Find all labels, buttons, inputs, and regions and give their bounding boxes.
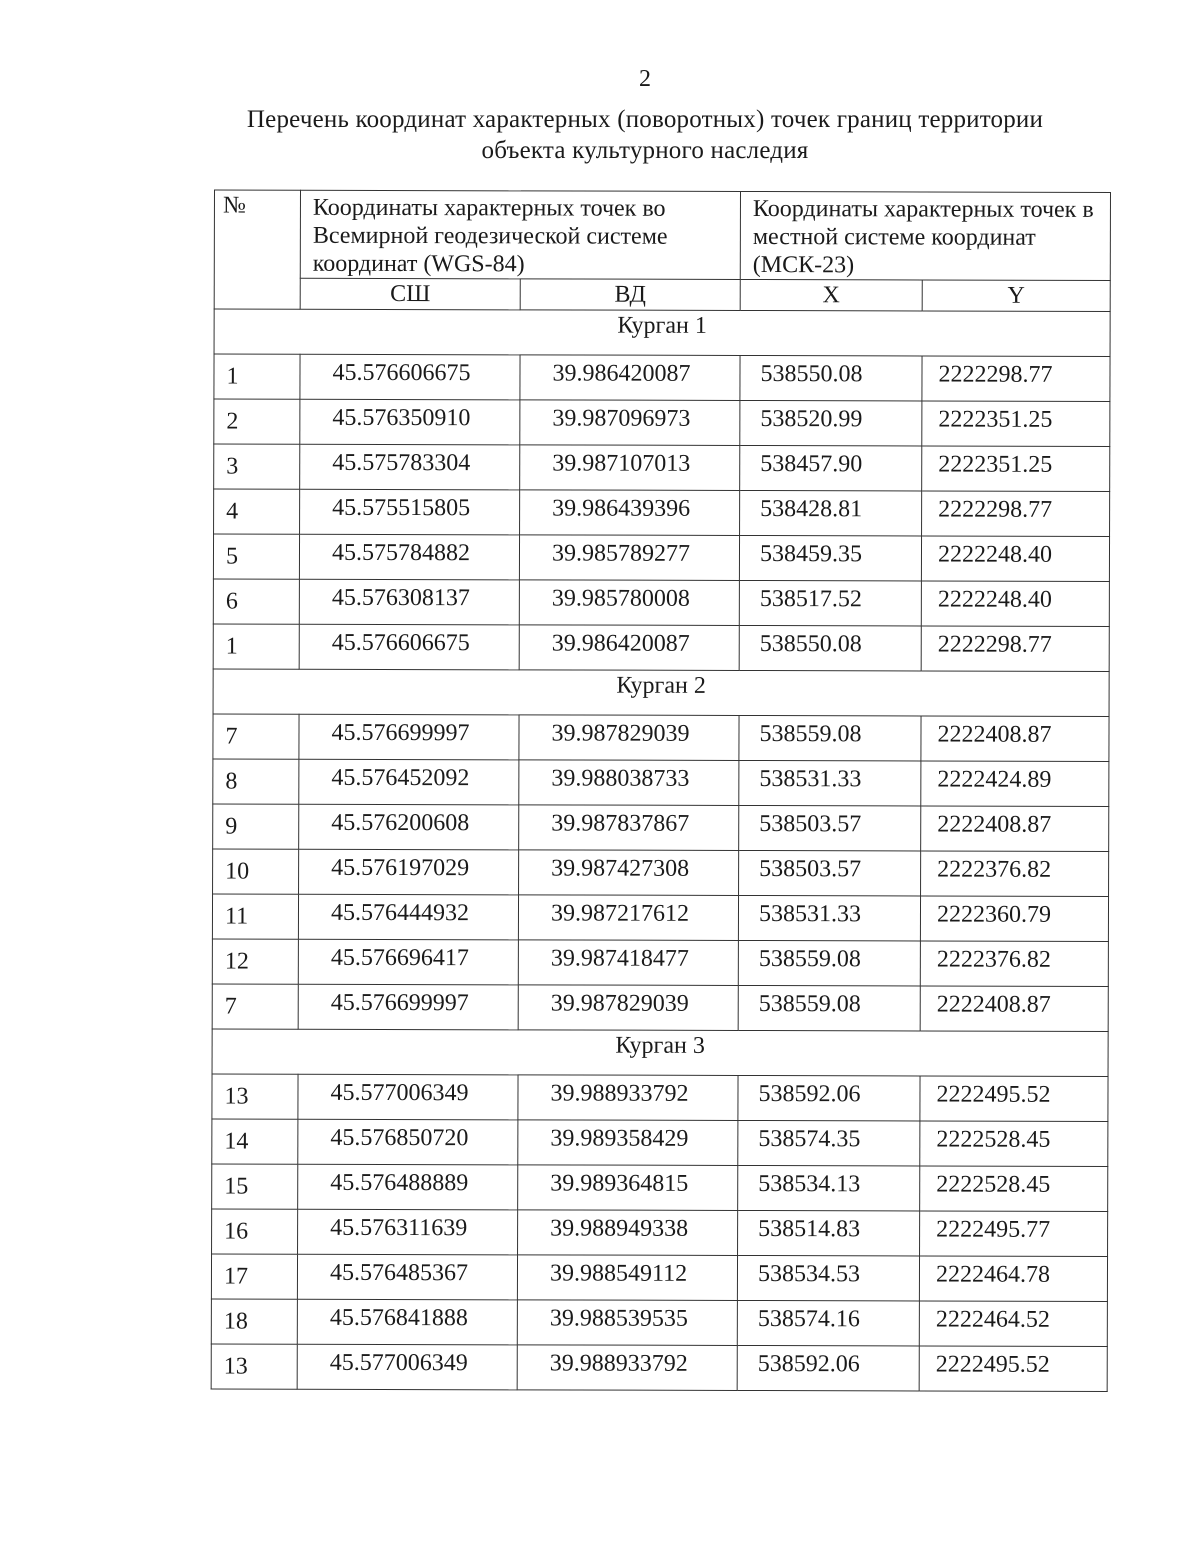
latitude-cell	[297, 1254, 517, 1300]
point-number-text: 17	[223, 1263, 249, 1290]
table-row	[213, 759, 1109, 807]
point-number-text: 2	[226, 408, 239, 435]
table-row	[213, 804, 1109, 852]
point-number-text: 11	[224, 903, 249, 930]
point-number	[214, 399, 300, 444]
x-cell	[737, 1300, 919, 1346]
x-cell-text: 538514.83	[758, 1216, 861, 1243]
y-cell-text: 2222298.77	[937, 631, 1052, 658]
point-number-text: 14	[224, 1128, 249, 1155]
y-cell	[922, 401, 1110, 447]
latitude-cell-text: 45.575515805	[332, 494, 471, 522]
x-cell-text: 538531.33	[758, 901, 862, 928]
longitude-cell	[520, 490, 740, 536]
longitude-cell-text: 39.988933792	[550, 1080, 689, 1107]
point-number	[212, 894, 298, 939]
latitude-cell-text: 45.577006349	[330, 1079, 469, 1107]
y-cell-text: 2222495.52	[935, 1351, 1050, 1378]
latitude-cell-text: 45.575783304	[332, 449, 471, 477]
longitude-cell-text: 39.987418477	[550, 945, 689, 972]
x-cell	[739, 535, 921, 581]
y-cell	[921, 806, 1109, 852]
longitude-cell	[518, 1210, 738, 1256]
y-cell-text: 2222298.77	[938, 496, 1053, 523]
point-number	[213, 624, 299, 669]
latitude-cell-text: 45.576841888	[329, 1304, 468, 1332]
title-line-2: объекта культурного наследия	[481, 137, 809, 164]
x-cell	[738, 1210, 920, 1256]
document-title	[200, 104, 1090, 166]
x-cell-text: 538459.35	[759, 541, 863, 568]
longitude-cell-text: 39.986420087	[551, 630, 690, 657]
x-cell-text: 538574.35	[758, 1126, 861, 1153]
latitude-cell	[299, 849, 519, 895]
latitude-cell	[299, 579, 519, 625]
y-cell-text: 2222376.82	[936, 946, 1051, 973]
latitude-cell	[297, 1299, 517, 1345]
point-number-text: 9	[225, 813, 238, 840]
latitude-cell-text: 45.576606675	[331, 629, 470, 657]
y-cell-text: 2222351.25	[938, 406, 1053, 433]
point-number	[214, 354, 300, 399]
latitude-cell	[300, 354, 520, 400]
latitude-cell	[299, 804, 519, 850]
table-row	[212, 1209, 1108, 1257]
longitude-cell	[518, 940, 738, 986]
latitude-cell-text: 45.576699997	[331, 719, 470, 747]
longitude-cell	[520, 400, 740, 446]
longitude-cell-text: 39.987096973	[552, 405, 691, 432]
longitude-cell-text: 39.986420087	[552, 360, 691, 387]
y-cell	[920, 986, 1108, 1032]
point-number-text: 3	[226, 453, 239, 480]
header-x: X	[740, 279, 922, 311]
y-cell	[921, 626, 1109, 672]
y-cell-text: 2222495.77	[936, 1216, 1051, 1243]
point-number	[213, 759, 299, 804]
y-cell-text: 2222408.87	[937, 721, 1052, 748]
header-longitude: ВД	[520, 279, 740, 311]
point-number-text: 18	[223, 1308, 248, 1335]
longitude-cell	[517, 1345, 737, 1391]
point-number-text: 5	[225, 543, 239, 570]
longitude-cell	[518, 895, 738, 941]
x-cell	[739, 805, 921, 851]
longitude-cell	[520, 445, 740, 491]
x-cell	[739, 760, 921, 806]
x-cell-text: 538534.53	[757, 1261, 861, 1288]
y-cell-text: 2222408.87	[937, 811, 1052, 838]
longitude-cell	[519, 580, 739, 626]
group-title: Курган 2	[213, 669, 1109, 717]
y-cell	[920, 896, 1108, 942]
point-number	[212, 1209, 298, 1254]
x-cell	[739, 715, 921, 761]
table-row	[212, 984, 1108, 1032]
x-cell-text: 538559.08	[758, 991, 861, 1018]
y-cell	[921, 716, 1109, 762]
longitude-cell-text: 39.987837867	[551, 810, 690, 837]
point-number	[213, 849, 299, 894]
point-number	[212, 1164, 298, 1209]
point-number	[211, 1344, 297, 1389]
y-cell	[919, 1301, 1107, 1347]
table-row	[211, 1344, 1107, 1392]
latitude-cell	[298, 1074, 518, 1120]
x-cell-text: 538559.08	[759, 721, 862, 748]
point-number-text: 4	[226, 498, 239, 525]
latitude-cell-text: 45.576311639	[330, 1214, 468, 1242]
y-cell	[921, 536, 1109, 582]
longitude-cell-text: 39.988539535	[549, 1305, 688, 1332]
point-number-text: 1	[225, 633, 238, 660]
longitude-cell	[519, 715, 739, 761]
latitude-cell-text: 45.576850720	[330, 1124, 469, 1152]
header-number: №	[214, 190, 300, 309]
point-number	[212, 1074, 298, 1119]
x-cell-text: 538531.33	[759, 766, 862, 793]
x-cell-text: 538574.16	[757, 1306, 860, 1333]
table-row	[211, 1254, 1107, 1302]
latitude-cell	[299, 534, 519, 580]
longitude-cell	[519, 760, 739, 806]
x-cell	[740, 355, 922, 401]
longitude-cell-text: 39.989358429	[550, 1125, 689, 1152]
y-cell-text: 2222408.87	[936, 991, 1051, 1018]
point-number	[211, 1299, 297, 1344]
y-cell	[921, 851, 1109, 897]
header-latitude: СШ	[300, 278, 520, 310]
table-subheader-row	[214, 278, 1110, 312]
x-cell-text: 538592.06	[757, 1351, 860, 1378]
longitude-cell	[518, 1165, 738, 1211]
y-cell	[922, 446, 1110, 492]
table-row	[212, 1074, 1108, 1122]
y-cell-text: 2222528.45	[936, 1171, 1051, 1198]
point-number	[214, 444, 300, 489]
point-number-text: 1	[226, 363, 239, 390]
x-cell	[738, 1165, 920, 1211]
latitude-cell	[300, 399, 520, 445]
longitude-cell	[519, 625, 739, 671]
latitude-cell	[299, 759, 519, 805]
table-header-row	[214, 190, 1110, 281]
latitude-cell	[298, 1119, 518, 1165]
y-cell-text: 2222298.77	[938, 361, 1053, 388]
longitude-cell-text: 39.988038733	[551, 765, 690, 792]
y-cell-text: 2222376.82	[937, 856, 1052, 883]
point-number	[213, 579, 299, 624]
y-cell	[920, 1166, 1108, 1212]
point-number-text: 12	[224, 948, 249, 975]
x-cell	[739, 625, 921, 671]
table-row	[214, 444, 1110, 492]
latitude-cell	[298, 894, 518, 940]
longitude-cell-text: 39.986439396	[552, 495, 691, 522]
longitude-cell-text: 39.988549112	[549, 1260, 688, 1287]
table-row	[213, 534, 1109, 582]
group-title: Курган 1	[214, 309, 1110, 357]
longitude-cell-text: 39.987217612	[550, 900, 690, 927]
x-cell	[739, 850, 921, 896]
y-cell-text: 2222495.52	[936, 1081, 1051, 1108]
longitude-cell	[518, 1075, 738, 1121]
table-row	[212, 1164, 1108, 1212]
x-cell	[740, 490, 922, 536]
table-row	[214, 399, 1110, 447]
latitude-cell-text: 45.576200608	[331, 809, 470, 837]
table-row	[213, 714, 1109, 762]
longitude-cell	[519, 535, 739, 581]
longitude-cell-text: 39.985789277	[551, 540, 691, 567]
point-number	[212, 984, 298, 1029]
table-row	[214, 354, 1110, 402]
latitude-cell	[297, 1344, 517, 1390]
longitude-cell	[518, 1120, 738, 1166]
point-number-text: 7	[225, 723, 238, 750]
table-body	[211, 309, 1110, 1391]
x-cell-text: 538534.13	[758, 1171, 861, 1198]
longitude-cell-text: 39.988949338	[550, 1215, 689, 1242]
x-cell-text: 538550.08	[760, 361, 863, 388]
latitude-cell-text: 45.576452092	[331, 764, 470, 792]
x-cell-text: 538457.90	[760, 451, 863, 478]
group-title: Курган 3	[212, 1029, 1108, 1077]
longitude-cell	[519, 850, 739, 896]
table-row	[213, 624, 1109, 672]
y-cell-text: 2222248.40	[937, 586, 1052, 613]
longitude-cell-text: 39.985780008	[551, 585, 690, 612]
point-number-text: 6	[225, 588, 238, 615]
latitude-cell	[299, 624, 519, 670]
latitude-cell	[300, 444, 520, 490]
y-cell	[922, 491, 1110, 537]
y-cell-text: 2222528.45	[936, 1126, 1051, 1153]
x-cell	[738, 985, 920, 1031]
point-number-text: 13	[223, 1353, 248, 1380]
header-msk23-group: Координаты характерных точек в местной системе координат (МСК-23)	[740, 191, 1110, 280]
table-row	[212, 939, 1108, 987]
y-cell	[919, 1346, 1107, 1392]
point-number-text: 16	[224, 1218, 249, 1245]
x-cell	[738, 940, 920, 986]
y-cell	[919, 1256, 1107, 1302]
point-number	[213, 804, 299, 849]
x-cell	[738, 895, 920, 941]
x-cell	[737, 1255, 919, 1301]
latitude-cell-text: 45.576485367	[329, 1259, 469, 1287]
x-cell-text: 538503.57	[759, 856, 862, 883]
header-y: Y	[922, 280, 1110, 312]
latitude-cell	[300, 489, 520, 535]
y-cell	[922, 356, 1110, 402]
y-cell	[920, 1211, 1108, 1257]
latitude-cell	[298, 984, 518, 1030]
group-row	[214, 309, 1110, 357]
point-number	[212, 1119, 298, 1164]
x-cell-text: 538503.57	[759, 811, 862, 838]
x-cell	[738, 1075, 920, 1121]
latitude-cell	[298, 1209, 518, 1255]
latitude-cell	[299, 714, 519, 760]
point-number-text: 13	[224, 1083, 249, 1110]
x-cell-text: 538592.06	[758, 1081, 861, 1108]
latitude-cell-text: 45.576699997	[330, 989, 469, 1017]
point-number	[212, 939, 298, 984]
x-cell-text: 538520.99	[760, 406, 863, 433]
point-number-text: 10	[225, 858, 250, 885]
x-cell-text: 538517.52	[759, 586, 862, 613]
y-cell-text: 2222424.89	[937, 766, 1052, 793]
group-row	[213, 669, 1109, 717]
table-row	[212, 894, 1108, 942]
point-number	[211, 1254, 297, 1299]
longitude-cell	[519, 805, 739, 851]
y-cell	[920, 1121, 1108, 1167]
point-number	[214, 489, 300, 534]
header-wgs84-group: Координаты характерных точек во Всемирной геодезической системе координат (WGS-84)	[300, 190, 740, 279]
x-cell-text: 538550.08	[759, 631, 862, 658]
latitude-cell	[298, 939, 518, 985]
latitude-cell-text: 45.576444932	[330, 899, 470, 927]
point-number-text: 7	[224, 993, 237, 1020]
latitude-cell-text: 45.575784882	[331, 539, 471, 567]
longitude-cell	[517, 1300, 737, 1346]
longitude-cell	[517, 1255, 737, 1301]
table-row	[213, 849, 1109, 897]
longitude-cell-text: 39.989364815	[550, 1170, 689, 1197]
y-cell-text: 2222248.40	[937, 541, 1053, 568]
y-cell-text: 2222360.79	[936, 901, 1052, 928]
y-cell-text: 2222464.78	[935, 1261, 1051, 1288]
longitude-cell-text: 39.987427308	[551, 855, 690, 882]
x-cell	[738, 1120, 920, 1166]
point-number	[213, 714, 299, 759]
latitude-cell-text: 45.576488889	[330, 1169, 469, 1197]
page-number: 2	[639, 66, 651, 92]
y-cell	[921, 761, 1109, 807]
longitude-cell-text: 39.987829039	[551, 720, 690, 747]
latitude-cell-text: 45.576350910	[332, 404, 471, 432]
point-number	[213, 534, 299, 579]
table-row	[212, 1119, 1108, 1167]
y-cell	[920, 1076, 1108, 1122]
title-line-1: Перечень координат характерных (поворотных) точек границ территории	[246, 106, 1044, 133]
longitude-cell-text: 39.987829039	[550, 990, 689, 1017]
latitude-cell-text: 45.576197029	[331, 854, 470, 882]
longitude-cell	[520, 355, 740, 401]
x-cell	[740, 445, 922, 491]
table-row	[214, 489, 1110, 537]
y-cell-text: 2222464.52	[935, 1306, 1050, 1333]
longitude-cell-text: 39.987107013	[552, 450, 691, 477]
point-number-text: 8	[225, 768, 238, 795]
x-cell	[737, 1345, 919, 1391]
x-cell	[740, 400, 922, 446]
table-row	[213, 579, 1109, 627]
latitude-cell-text: 45.576308137	[331, 584, 470, 612]
longitude-cell-text: 39.988933792	[549, 1350, 688, 1377]
latitude-cell-text: 45.576696417	[330, 944, 469, 972]
longitude-cell	[518, 985, 738, 1031]
group-row	[212, 1029, 1108, 1077]
y-cell	[921, 581, 1109, 627]
x-cell-text: 538428.81	[760, 496, 863, 523]
y-cell-text: 2222351.25	[938, 451, 1053, 478]
table-row	[211, 1299, 1107, 1347]
y-cell	[920, 941, 1108, 987]
coordinates-table	[211, 189, 1111, 1392]
latitude-cell-text: 45.577006349	[329, 1349, 468, 1377]
latitude-cell	[298, 1164, 518, 1210]
point-number-text: 15	[224, 1173, 249, 1200]
x-cell-text: 538559.08	[758, 946, 861, 973]
latitude-cell-text: 45.576606675	[332, 359, 471, 387]
x-cell	[739, 580, 921, 626]
